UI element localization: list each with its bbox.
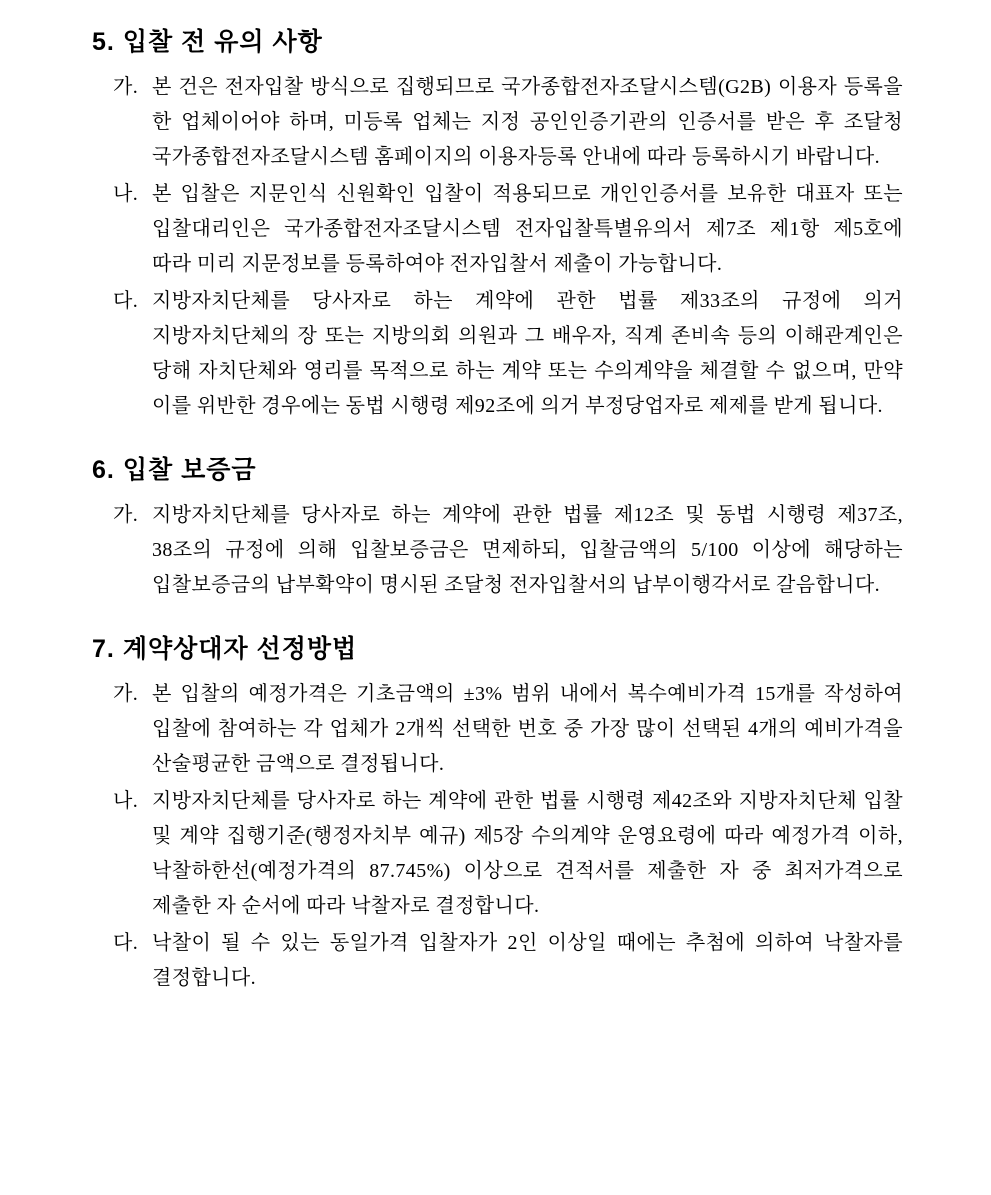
item-text: 낙찰이 될 수 있는 동일가격 입찰자가 2인 이상일 때에는 추첨에 의하여 낙찰자를 결정합니다. bbox=[152, 932, 903, 989]
section-items bbox=[92, 498, 903, 603]
list-item bbox=[92, 926, 903, 996]
section-title-text: 계약상대자 선정방법 bbox=[122, 635, 358, 663]
item-label: 나. bbox=[113, 183, 139, 205]
section-bid-precautions bbox=[92, 24, 903, 424]
list-item bbox=[92, 284, 903, 424]
item-text: 지방자치단체를 당사자로 하는 계약에 관한 법률 제33조의 규정에 의거 지방자치단체의 장 또는 지방의회 의원과 그 배우자, 직계 존비속 등의 이해관계인은 당해 자치단체와 영리를 목적으로 하는 계약 또는 수의계약을 체결할 수 없으며, 만약 이를 위반한 경우에는 동법 시행령 제92조에 의거 부정당업자로 제제를 받게 됩니다. bbox=[152, 290, 903, 417]
item-label: 가. bbox=[113, 683, 139, 705]
section-contractor-selection bbox=[92, 631, 903, 996]
item-label: 나. bbox=[113, 790, 139, 812]
item-text: 본 입찰의 예정가격은 기초금액의 ±3% 범위 내에서 복수예비가격 15개를 작성하여 입찰에 참여하는 각 업체가 2개씩 선택한 번호 중 가장 많이 선택된 4개의 예비가격을 산술평균한 금액으로 결정됩니다. bbox=[152, 683, 903, 775]
item-text: 지방자치단체를 당사자로 하는 계약에 관한 법률 제12조 및 동법 시행령 제37조, 38조의 규정에 의해 입찰보증금은 면제하되, 입찰금액의 5/100 이상에 해당하는 입찰보증금의 납부확약이 명시된 조달청 전자입찰서의 납부이행각서로 갈음합니다. bbox=[152, 504, 903, 596]
item-label: 가. bbox=[113, 76, 139, 98]
item-text: 지방자치단체를 당사자로 하는 계약에 관한 법률 시행령 제42조와 지방자치단체 입찰 및 계약 집행기준(행정자치부 예규) 제5장 수의계약 운영요령에 따라 예정가격 이하, 낙찰하한선(예정가격의 87.745%) 이상으로 견적서를 제출한 자 중 최저가격으로 제출한 자 순서에 따라 낙찰자로 결정합니다. bbox=[152, 790, 903, 917]
section-title bbox=[92, 631, 903, 667]
section-title-text: 입찰 전 유의 사항 bbox=[122, 28, 323, 56]
item-text: 본 건은 전자입찰 방식으로 집행되므로 국가종합전자조달시스템(G2B) 이용자 등록을 한 업체이어야 하며, 미등록 업체는 지정 공인인증기관의 인증서를 받은 후 조달청 국가종합전자조달시스템 홈페이지의 이용자등록 안내에 따라 등록하시기 바랍니다. bbox=[152, 76, 903, 168]
list-item bbox=[92, 677, 903, 782]
section-number: 7. bbox=[92, 635, 115, 663]
section-number: 6. bbox=[92, 456, 115, 484]
item-label: 다. bbox=[113, 290, 139, 312]
item-label: 다. bbox=[113, 932, 139, 954]
section-items bbox=[92, 677, 903, 996]
section-bid-deposit bbox=[92, 452, 903, 603]
item-label: 가. bbox=[113, 504, 139, 526]
list-item bbox=[92, 498, 903, 603]
section-items bbox=[92, 70, 903, 424]
section-title-text: 입찰 보증금 bbox=[122, 456, 257, 484]
item-text: 본 입찰은 지문인식 신원확인 입찰이 적용되므로 개인인증서를 보유한 대표자 또는 입찰대리인은 국가종합전자조달시스템 전자입찰특별유의서 제7조 제1항 제5호에 따라 미리 지문정보를 등록하여야 전자입찰서 제출이 가능합니다. bbox=[152, 183, 903, 275]
section-title bbox=[92, 24, 903, 60]
list-item bbox=[92, 70, 903, 175]
list-item bbox=[92, 784, 903, 924]
section-number: 5. bbox=[92, 28, 115, 56]
section-title bbox=[92, 452, 903, 488]
list-item bbox=[92, 177, 903, 282]
